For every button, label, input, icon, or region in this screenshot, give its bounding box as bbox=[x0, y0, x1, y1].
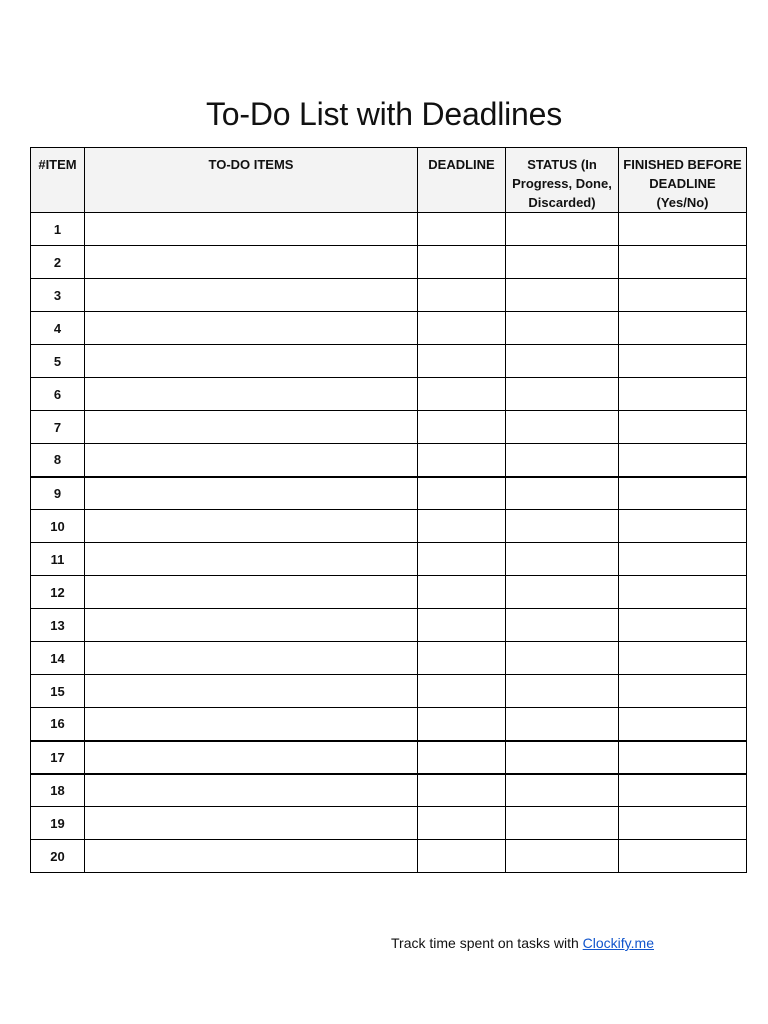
row-number-cell: 19 bbox=[31, 807, 85, 840]
deadline-cell[interactable] bbox=[418, 675, 506, 708]
deadline-cell[interactable] bbox=[418, 312, 506, 345]
table-row bbox=[31, 609, 747, 642]
table-row bbox=[31, 543, 747, 576]
table-row bbox=[31, 576, 747, 609]
row-number-cell: 10 bbox=[31, 510, 85, 543]
finished-before-deadline-cell[interactable] bbox=[619, 477, 747, 510]
deadline-cell[interactable] bbox=[418, 477, 506, 510]
deadline-cell[interactable] bbox=[418, 708, 506, 741]
status-cell[interactable] bbox=[506, 411, 619, 444]
table-body bbox=[31, 213, 747, 873]
finished-before-deadline-cell[interactable] bbox=[619, 741, 747, 774]
todo-item-cell[interactable] bbox=[85, 345, 418, 378]
table-row bbox=[31, 675, 747, 708]
todo-item-cell[interactable] bbox=[85, 477, 418, 510]
todo-item-cell[interactable] bbox=[85, 279, 418, 312]
finished-before-deadline-cell[interactable] bbox=[619, 312, 747, 345]
status-cell[interactable] bbox=[506, 444, 619, 477]
status-cell[interactable] bbox=[506, 477, 619, 510]
finished-before-deadline-cell[interactable] bbox=[619, 246, 747, 279]
finished-before-deadline-cell[interactable] bbox=[619, 609, 747, 642]
deadline-cell[interactable] bbox=[418, 246, 506, 279]
footer-note bbox=[391, 935, 654, 951]
status-cell[interactable] bbox=[506, 312, 619, 345]
deadline-cell[interactable] bbox=[418, 444, 506, 477]
todo-item-cell[interactable] bbox=[85, 378, 418, 411]
header-row bbox=[31, 148, 747, 213]
row-number-cell: 12 bbox=[31, 576, 85, 609]
table-row bbox=[31, 708, 747, 741]
todo-item-cell[interactable] bbox=[85, 411, 418, 444]
status-cell[interactable] bbox=[506, 609, 619, 642]
column-header-status: STATUS (In Progress, Done, Discarded) bbox=[506, 148, 619, 213]
status-cell[interactable] bbox=[506, 510, 619, 543]
todo-item-cell[interactable] bbox=[85, 741, 418, 774]
row-number-cell: 2 bbox=[31, 246, 85, 279]
deadline-cell[interactable] bbox=[418, 774, 506, 807]
footer-text: Track time spent on tasks with bbox=[391, 935, 583, 951]
table-row bbox=[31, 807, 747, 840]
row-number-cell: 1 bbox=[31, 213, 85, 246]
finished-before-deadline-cell[interactable] bbox=[619, 279, 747, 312]
deadline-cell[interactable] bbox=[418, 543, 506, 576]
row-number-cell: 4 bbox=[31, 312, 85, 345]
deadline-cell[interactable] bbox=[418, 411, 506, 444]
todo-item-cell[interactable] bbox=[85, 312, 418, 345]
status-cell[interactable] bbox=[506, 345, 619, 378]
row-number-cell: 5 bbox=[31, 345, 85, 378]
row-number-cell: 6 bbox=[31, 378, 85, 411]
deadline-cell[interactable] bbox=[418, 609, 506, 642]
finished-before-deadline-cell[interactable] bbox=[619, 774, 747, 807]
todo-table bbox=[30, 147, 747, 873]
column-header-finished-before-deadline: FINISHED BEFORE DEADLINE (Yes/No) bbox=[619, 148, 747, 213]
status-cell[interactable] bbox=[506, 576, 619, 609]
finished-before-deadline-cell[interactable] bbox=[619, 345, 747, 378]
table-row bbox=[31, 774, 747, 807]
finished-before-deadline-cell[interactable] bbox=[619, 675, 747, 708]
row-number-cell: 15 bbox=[31, 675, 85, 708]
table-row bbox=[31, 741, 747, 774]
deadline-cell[interactable] bbox=[418, 576, 506, 609]
table-row bbox=[31, 345, 747, 378]
table-row bbox=[31, 477, 747, 510]
table-row bbox=[31, 213, 747, 246]
finished-before-deadline-cell[interactable] bbox=[619, 411, 747, 444]
todo-item-cell[interactable] bbox=[85, 675, 418, 708]
status-cell[interactable] bbox=[506, 675, 619, 708]
finished-before-deadline-cell[interactable] bbox=[619, 378, 747, 411]
status-cell[interactable] bbox=[506, 642, 619, 675]
table-row bbox=[31, 246, 747, 279]
todo-item-cell[interactable] bbox=[85, 708, 418, 741]
table-row bbox=[31, 510, 747, 543]
table-row bbox=[31, 840, 747, 873]
deadline-cell[interactable] bbox=[418, 213, 506, 246]
column-header-item-number: #ITEM bbox=[31, 148, 85, 213]
column-header-deadline: DEADLINE bbox=[418, 148, 506, 213]
row-number-cell: 18 bbox=[31, 774, 85, 807]
table-row bbox=[31, 312, 747, 345]
status-cell[interactable] bbox=[506, 279, 619, 312]
todo-item-cell[interactable] bbox=[85, 807, 418, 840]
status-cell[interactable] bbox=[506, 741, 619, 774]
deadline-cell[interactable] bbox=[418, 345, 506, 378]
table-row bbox=[31, 444, 747, 477]
row-number-cell: 17 bbox=[31, 741, 85, 774]
finished-before-deadline-cell[interactable] bbox=[619, 708, 747, 741]
row-number-cell: 20 bbox=[31, 840, 85, 873]
clockify-link[interactable]: Clockify.me bbox=[582, 935, 654, 951]
status-cell[interactable] bbox=[506, 543, 619, 576]
todo-item-cell[interactable] bbox=[85, 510, 418, 543]
row-number-cell: 8 bbox=[31, 444, 85, 477]
row-number-cell: 9 bbox=[31, 477, 85, 510]
status-cell[interactable] bbox=[506, 840, 619, 873]
deadline-cell[interactable] bbox=[418, 642, 506, 675]
finished-before-deadline-cell[interactable] bbox=[619, 807, 747, 840]
finished-before-deadline-cell[interactable] bbox=[619, 576, 747, 609]
row-number-cell: 3 bbox=[31, 279, 85, 312]
column-header-todo-items: TO-DO ITEMS bbox=[85, 148, 418, 213]
deadline-cell[interactable] bbox=[418, 807, 506, 840]
status-cell[interactable] bbox=[506, 378, 619, 411]
todo-item-cell[interactable] bbox=[85, 840, 418, 873]
table-row bbox=[31, 411, 747, 444]
deadline-cell[interactable] bbox=[418, 741, 506, 774]
row-number-cell: 7 bbox=[31, 411, 85, 444]
status-cell[interactable] bbox=[506, 708, 619, 741]
row-number-cell: 16 bbox=[31, 708, 85, 741]
todo-item-cell[interactable] bbox=[85, 444, 418, 477]
todo-item-cell[interactable] bbox=[85, 576, 418, 609]
row-number-cell: 11 bbox=[31, 543, 85, 576]
finished-before-deadline-cell[interactable] bbox=[619, 213, 747, 246]
todo-item-cell[interactable] bbox=[85, 642, 418, 675]
todo-item-cell[interactable] bbox=[85, 246, 418, 279]
page-title: To-Do List with Deadlines bbox=[205, 96, 563, 132]
todo-item-cell[interactable] bbox=[85, 609, 418, 642]
deadline-cell[interactable] bbox=[418, 378, 506, 411]
finished-before-deadline-cell[interactable] bbox=[619, 510, 747, 543]
table-row bbox=[31, 279, 747, 312]
finished-before-deadline-cell[interactable] bbox=[619, 444, 747, 477]
todo-item-cell[interactable] bbox=[85, 213, 418, 246]
deadline-cell[interactable] bbox=[418, 279, 506, 312]
status-cell[interactable] bbox=[506, 774, 619, 807]
status-cell[interactable] bbox=[506, 246, 619, 279]
table-row bbox=[31, 378, 747, 411]
todo-item-cell[interactable] bbox=[85, 543, 418, 576]
finished-before-deadline-cell[interactable] bbox=[619, 642, 747, 675]
row-number-cell: 13 bbox=[31, 609, 85, 642]
table-header bbox=[31, 148, 747, 213]
status-cell[interactable] bbox=[506, 213, 619, 246]
table-row bbox=[31, 642, 747, 675]
row-number-cell: 14 bbox=[31, 642, 85, 675]
deadline-cell[interactable] bbox=[418, 510, 506, 543]
status-cell[interactable] bbox=[506, 807, 619, 840]
todo-item-cell[interactable] bbox=[85, 774, 418, 807]
finished-before-deadline-cell[interactable] bbox=[619, 543, 747, 576]
deadline-cell[interactable] bbox=[418, 840, 506, 873]
finished-before-deadline-cell[interactable] bbox=[619, 840, 747, 873]
